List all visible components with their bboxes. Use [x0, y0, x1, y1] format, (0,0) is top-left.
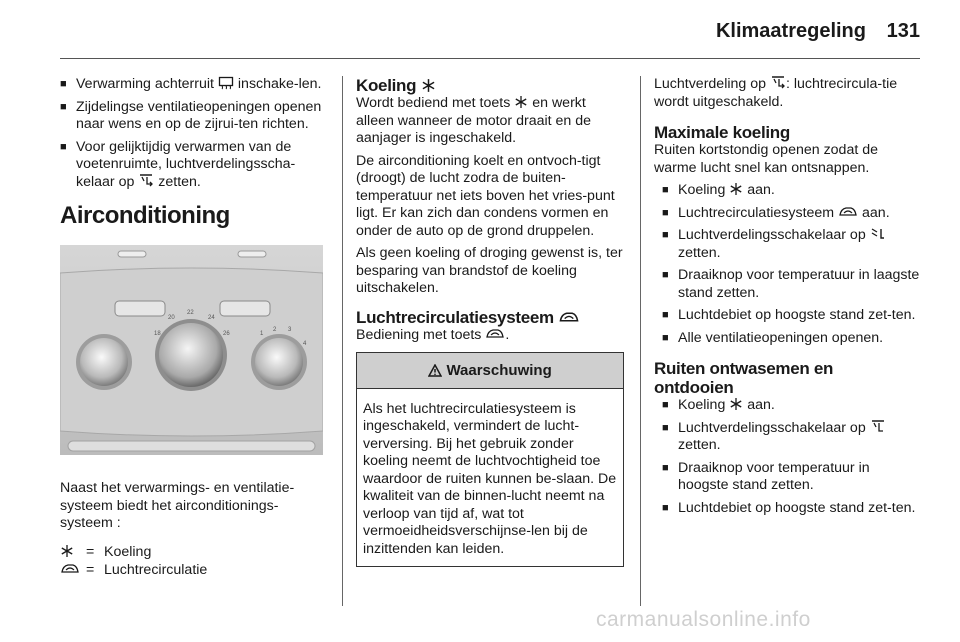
list-item: ■ Koeling aan. — [662, 397, 924, 415]
legend-row: = Koeling — [60, 543, 330, 561]
air-distribution-windscreen-icon — [870, 420, 886, 434]
snowflake-icon — [421, 78, 436, 93]
section-heading: Maximale koeling — [654, 123, 790, 142]
legend — [60, 543, 330, 579]
temp-tick-label: 20 — [168, 314, 175, 321]
column-1 — [60, 76, 330, 579]
page-title: Klimaatregeling — [715, 20, 866, 42]
temp-tick-label: 26 — [223, 330, 230, 337]
column-divider-1 — [342, 76, 343, 606]
snowflake-icon — [729, 397, 743, 411]
snowflake-icon — [514, 95, 528, 109]
section-heading: Ruiten ontwasemen en ontdooien — [654, 359, 834, 397]
warning-triangle-icon — [428, 364, 442, 377]
column-2 — [356, 76, 624, 567]
fan-tick-label: 1 — [260, 330, 264, 337]
list-item: ■ Luchtrecirculatiesysteem aan. — [662, 205, 924, 223]
climate-control-panel-photo — [60, 245, 323, 455]
list-item: ■ Draaiknop voor temperatuur in laagste stand zetten. — [662, 267, 924, 302]
watermark: carmanualsonline.info — [596, 608, 811, 631]
temp-tick-label: 24 — [208, 314, 215, 321]
list-item: ■ Verwarming achterruit inschake-len. — [60, 76, 330, 94]
page-number: 131 — [886, 20, 920, 42]
fan-tick-label: 2 — [273, 326, 277, 333]
air-distribution-windscreen-footwell-icon — [770, 76, 786, 90]
list-item: ■ Luchtverdelingsschakelaar op zetten. — [662, 420, 924, 455]
warning-box — [356, 352, 624, 567]
car-recirculation-icon — [485, 327, 505, 341]
list-item: ■ Luchtdebiet op hoogste stand zet-ten. — [662, 500, 924, 518]
header-rule — [60, 58, 920, 59]
list-item: ■ Luchtdebiet op hoogste stand zet-ten. — [662, 307, 924, 325]
paragraph: De airconditioning koelt en ontvoch-tigt (droogt) de lucht zodra de buiten-temperatuur net iets boven het vries-punt ligt. Er kan zich dan condens vormen en onder de auto op de grond druppelen. — [356, 152, 615, 239]
page-header — [0, 0, 960, 64]
warning-text: Als het luchtrecirculatiesysteem is ingeschakeld, vermindert de lucht-verversing. Bij het gebruik zonder koeling neemt de luchtvochtigheid toe waardoor de ruiten kunnen be-slaan. De kwaliteit van de binnen-lucht neemt na verloop van tijd af, wat tot vermoeidheidsverschijnse-len bij de inzittenden kan leiden. — [363, 400, 617, 557]
fan-tick-label: 4 — [303, 340, 307, 347]
air-distribution-windscreen-footwell-icon — [138, 174, 154, 188]
section-heading: Luchtrecirculatiesysteem — [356, 308, 624, 327]
car-recirculation-icon — [558, 310, 580, 325]
air-distribution-head-icon — [870, 227, 886, 241]
caption: Naast het verwarmings- en ventilatie-systeem biedt het airconditionings-systeem : — [60, 480, 295, 531]
paragraph: Luchtverdeling op : luchtrecircula-tie wordt uitgeschakeld. — [654, 76, 898, 110]
paragraph: Bediening met toets . — [356, 326, 510, 343]
section-heading: Airconditioning — [60, 202, 230, 229]
list-item: ■ Zijdelingse ventilatieopeningen openen naar wens en op de zijrui-ten richten. — [60, 99, 330, 134]
list-item: ■ Voor gelijktijdig verwarmen van de voetenruimte, luchtverdelingsscha-kelaar op zetten. — [60, 139, 330, 192]
list-item: ■ Draaiknop voor temperatuur in hoogste stand zetten. — [662, 460, 924, 495]
list-item: ■ Luchtverdelingsschakelaar op zetten. — [662, 227, 924, 262]
list-item: ■ Alle ventilatieopeningen openen. — [662, 330, 924, 348]
warning-header: Waarschuwing — [357, 353, 623, 389]
section-heading: Koeling — [356, 76, 624, 95]
paragraph: Ruiten kortstondig openen zodat de warme lucht snel kan ontsnappen. — [654, 142, 879, 176]
snowflake-icon — [729, 182, 743, 196]
column-3 — [654, 76, 924, 522]
snowflake-icon — [60, 544, 74, 558]
car-recirculation-icon — [60, 562, 80, 576]
car-recirculation-icon — [838, 205, 858, 219]
rear-window-heater-icon — [218, 76, 234, 90]
column-divider-2 — [640, 76, 641, 606]
paragraph: Als geen koeling of droging gewenst is, ter besparing van brandstof de koeling uitschakelen. — [356, 245, 623, 296]
fan-tick-label: 3 — [288, 326, 292, 333]
temp-tick-label: 22 — [187, 309, 194, 316]
paragraph: Wordt bediend met toets en werkt alleen wanneer de motor draait en de aanjager is ingeschakeld. — [356, 95, 592, 146]
list-item: ■ Koeling aan. — [662, 182, 924, 200]
legend-row: = Luchtrecirculatie — [60, 561, 330, 579]
temp-tick-label: 18 — [154, 330, 161, 337]
